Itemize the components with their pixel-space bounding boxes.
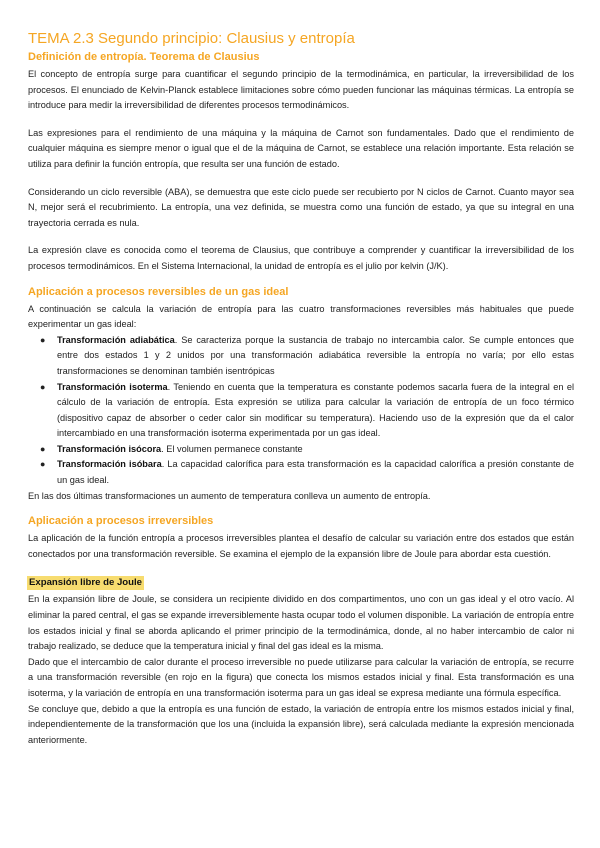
page-title: TEMA 2.3 Segundo principio: Clausius y entropía <box>28 30 355 47</box>
paragraph: A continuación se calcula la variación de entropía para las cuatro transformaciones reversibles más habituales que puede experimentar un gas ideal: <box>28 303 574 330</box>
list-item <box>28 457 574 488</box>
paragraph: Las expresiones para el rendimiento de una máquina y la máquina de Carnot son fundamentales. Dado que el rendimiento de cualquier máquina es siempre menor o igual que el de la máquina de Carnot, se establece una relación importante. Esta relación se utiliza para definir la función entropía, que resulta ser una función de estado. <box>28 127 574 169</box>
bullet-icon: ● <box>40 459 46 470</box>
section-heading-irreversible-processes: Aplicación a procesos irreversibles <box>28 515 214 528</box>
list-item-text: . El volumen permanece constante <box>161 443 303 454</box>
list-item-text: . Teniendo en cuenta que la temperatura es constante podemos sacarla fuera de la integral en el cálculo de la variación de entropía. Esta expresión se utiliza para calcular la variación de entropía de un foco térmico (dispositivo capaz de absorber o ceder calor sin modificar su temperatura). Haciendo uso de la expresión que da el calor intercambiado en una transformación isoterma experimentada por un gas ideal. <box>57 381 574 439</box>
document-page <box>28 30 574 748</box>
bullet-icon: ● <box>40 443 46 454</box>
list-item-term: Transformación isoterma <box>57 381 168 392</box>
bullet-icon: ● <box>40 334 46 345</box>
paragraph: La aplicación de la función entropía a procesos irreversibles plantea el desafío de calcular su variación entre dos estados que están conectados por una transformación reversible. Se examina el ejemplo de la expansión libre de Joule para abordar esta cuestión. <box>28 533 574 559</box>
list-item-term: Transformación isóbara <box>57 459 162 470</box>
list-item-text: . La capacidad calorífica para esta transformación es la capacidad calorífica a presión constante de un gas ideal. <box>57 459 574 486</box>
transformation-list <box>28 333 574 489</box>
section-heading-entropy-definition: Definición de entropía. Teorema de Clausius <box>28 51 260 63</box>
list-item-term: Transformación adiabática <box>57 334 175 345</box>
list-item-term: Transformación isócora <box>57 443 162 454</box>
paragraph: La expresión clave es conocida como el teorema de Clausius, que contribuye a comprender y cuantificar la irreversibilidad de los procesos termodinámicos. En el Sistema Internacional, la unidad de entropía es el julio por kelvin (J/K). <box>28 245 574 271</box>
paragraph: Dado que el intercambio de calor durante el proceso irreversible no puede utilizarse para calcular la variación de entropía, se recurre a una transformación reversible (en rojo en la figura) que conecta los mismos estados inicial y final. Esta transformación es una isoterma, y la variación de entropía en una transformación isoterma para un gas ideal se expresa mediante una fórmula específica. <box>28 656 574 698</box>
list-item-text: . Se caracteriza porque la sustancia de trabajo no intercambia calor. Se cumple entonces que entre dos estados 1 y 2 unidos por una transformación adiabática reversible la entropía no varía; por ello estas transformaciones se denominan también isentrópicas <box>57 334 575 376</box>
paragraph: Considerando un ciclo reversible (ABA), se demuestra que este ciclo puede ser recubierto por N ciclos de Carnot. Cuanto mayor sea N, mejor será el recubrimiento. La entropía, una vez definida, se muestra como una función de estado, ya que su integral en una trayectoria cerrada es nula. <box>28 186 574 228</box>
paragraph: El concepto de entropía surge para cuantificar el segundo principio de la termodinámica, en particular, la irreversibilidad de los procesos. El enunciado de Kelvin-Planck establece limitaciones sobre cómo pueden funcionar las máquinas térmicas. La entropía se introduce para medir la irreversibilidad de diferentes procesos termodinámicos. <box>28 69 574 111</box>
paragraph: En las dos últimas transformaciones un aumento de temperatura conlleva un aumento de entropía. <box>28 490 431 501</box>
paragraph: En la expansión libre de Joule, se considera un recipiente dividido en dos compartimentos, uno con un gas ideal y el otro vacío. Al eliminar la pared central, el gas se expande irreversiblemente hasta ocupar todo el volumen disponible. La variación de entropía entre los estados inicial y final se aborda aplicando el primer principio de la termodinámica, donde, al no haber intercambio de calor ni trabajo realizado, se deduce que la temperatura inicial y final del gas ideal es la misma. <box>28 594 574 652</box>
list-item <box>28 333 574 380</box>
subheading-joule-expansion: Expansión libre de Joule <box>29 577 143 589</box>
list-item <box>28 380 574 442</box>
section-heading-reversible-processes: Aplicación a procesos reversibles de un gas ideal <box>28 285 289 298</box>
bullet-icon: ● <box>40 381 46 392</box>
list-item <box>28 442 574 458</box>
paragraph: Se concluye que, debido a que la entropía es una función de estado, la variación de entropía entre los mismos estados inicial y final, independientemente de la transformación que los una (incluida la expansión libre), será calculada mediante la expresión mencionada anteriormente. <box>28 703 574 745</box>
